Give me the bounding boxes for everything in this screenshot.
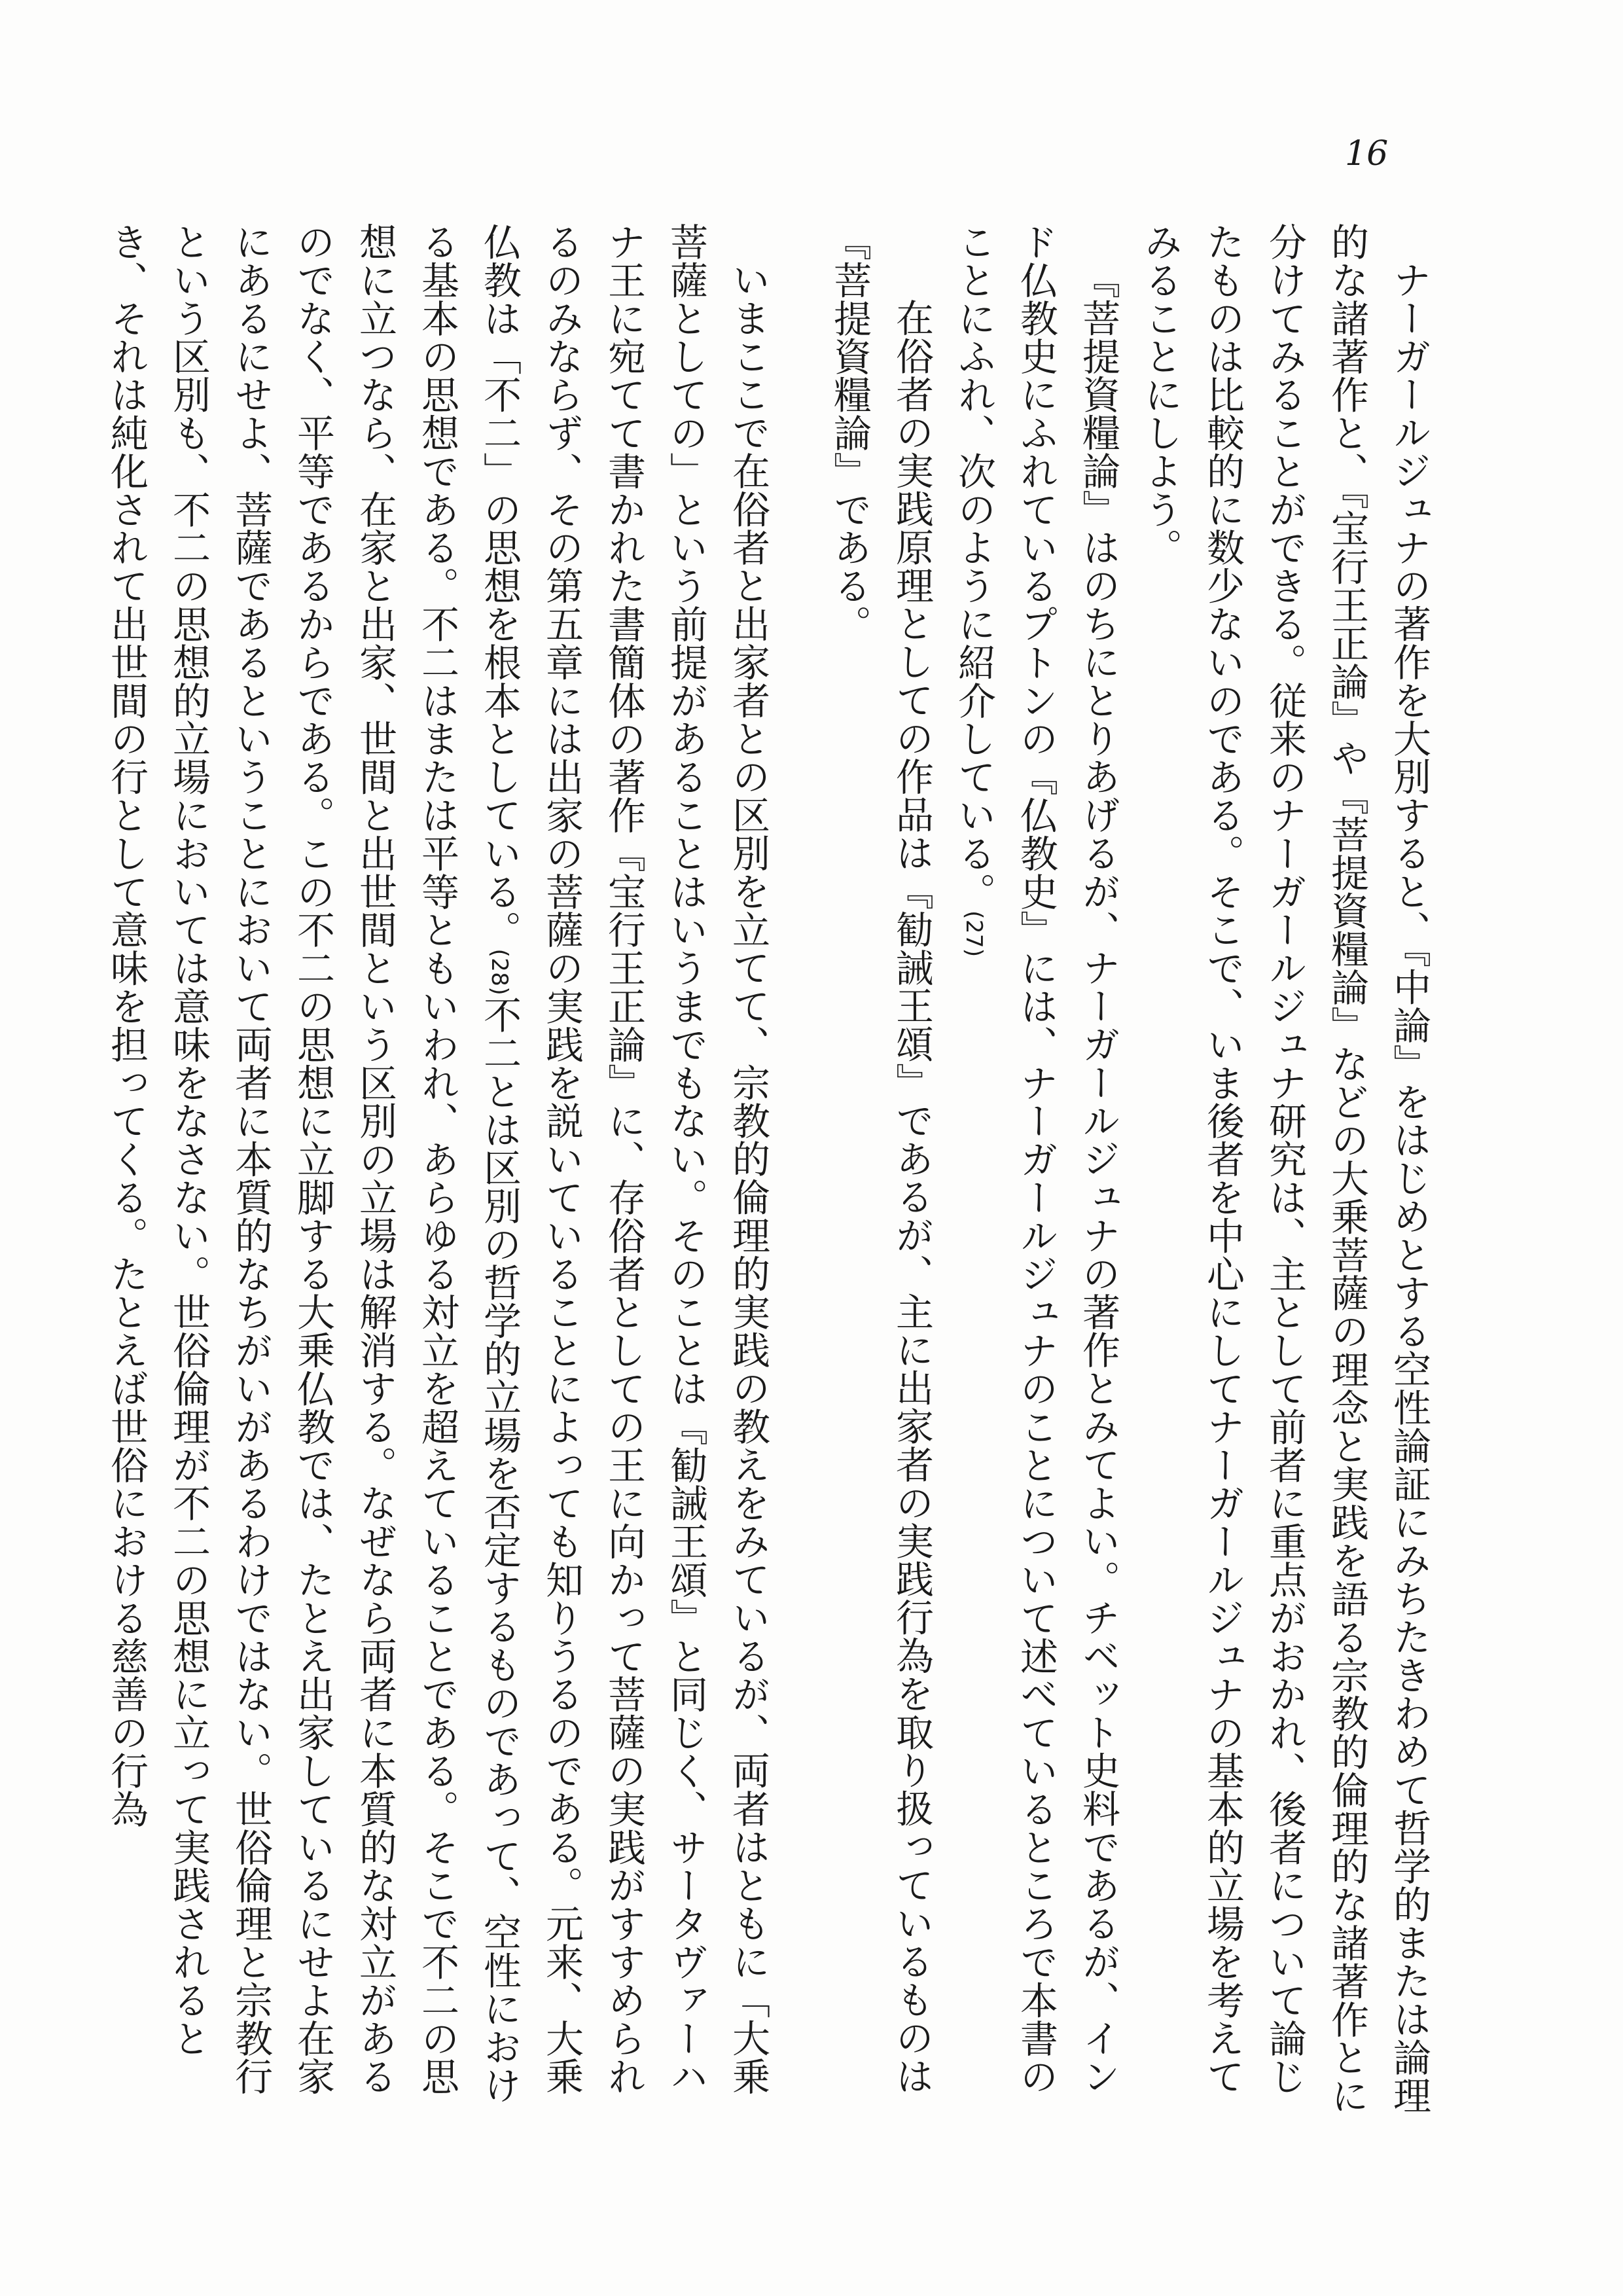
footnote-ref-27: (27)	[961, 910, 987, 958]
paragraph-3-text: 在俗者の実践原理としての作品は『勧誡王頌』であるが、主に出家者の実践行為を取り扱っているものは『菩提資糧論』である。	[827, 223, 934, 2095]
footnote-ref-28: (28)	[486, 948, 512, 996]
page-number: 16	[1345, 134, 1389, 173]
paragraph-1-text: ナーガールジュナの著作を大別すると、『中論』をはじめとする空性論証にみちたきわめて哲学的または論理的な諸著作と、『宝行王正論』や『菩提資糧論』などの大乗菩薩の理念と実践を語る宗教的倫理的な諸著作とに分けてみることができる。従来のナーガールジュナ研究は、主として前者に重点がおかれ、後者について論じたものは比較的に数少ないのである。そこで、いま後者を中心にしてナーガールジュナの基本的立場を考えてみることにしよう。	[1138, 223, 1431, 2115]
paragraph-4-text: いまここで在俗者と出家者との区別を立てて、宗教的倫理的実践の教えをみているが、両者はともに「大乗菩薩としての」という前提があることはいうまでもない。そのことは『勧誡王頌』と同じく、サータヴァーハナ王に宛てて書かれた書簡体の著作『宝行王正論』に、存俗者としての王に向かって菩薩の実践がすすめられるのみならず、その第五章には出家の菩薩の実践を説いていることによっても知りうるのである。元来、大乗仏教は「不二」の思想を根本としている。	[477, 223, 770, 2096]
paragraph-2	[942, 223, 1129, 2121]
paragraph-2-text: 『菩提資糧論』はのちにとりあげるが、ナーガールジュナの著作とみてよい。チベット史料であるが、インド仏教史にふれているプトンの『仏教史』には、ナーガールジュナのことについて述べているところで本書のことにふれ、次のように紹介している。	[952, 223, 1120, 2096]
paragraph-1	[1129, 223, 1440, 2121]
paragraph-4	[95, 223, 779, 2121]
paragraph-3-quote	[818, 223, 942, 2121]
body-text	[56, 223, 1440, 2121]
paragraph-4-continuation: 不二とは区別の哲学的立場を否定するものであって、空性における基本の思想である。不二はまたは平等ともいわれ、あらゆる対立を超えていることである。そこで不二の思想に立つなら、在家と出家、世間と出世間という区別の立場は解消する。なぜなら両者に本質的な対立があるのでなく、平等であるからである。この不二の思想に立脚する大乗仏教では、たとえ出家しているにせよ在家にあるにせよ、菩薩であるということにおいて両者に本質的なちがいがあるわけではない。世俗倫理と宗教行という区別も、不二の思想的立場においては意味をなさない。世俗倫理が不二の思想に立って実践されるとき、それは純化されて出世間の行として意味を担ってくる。たとえば世俗における慈善の行為	[104, 223, 522, 2104]
